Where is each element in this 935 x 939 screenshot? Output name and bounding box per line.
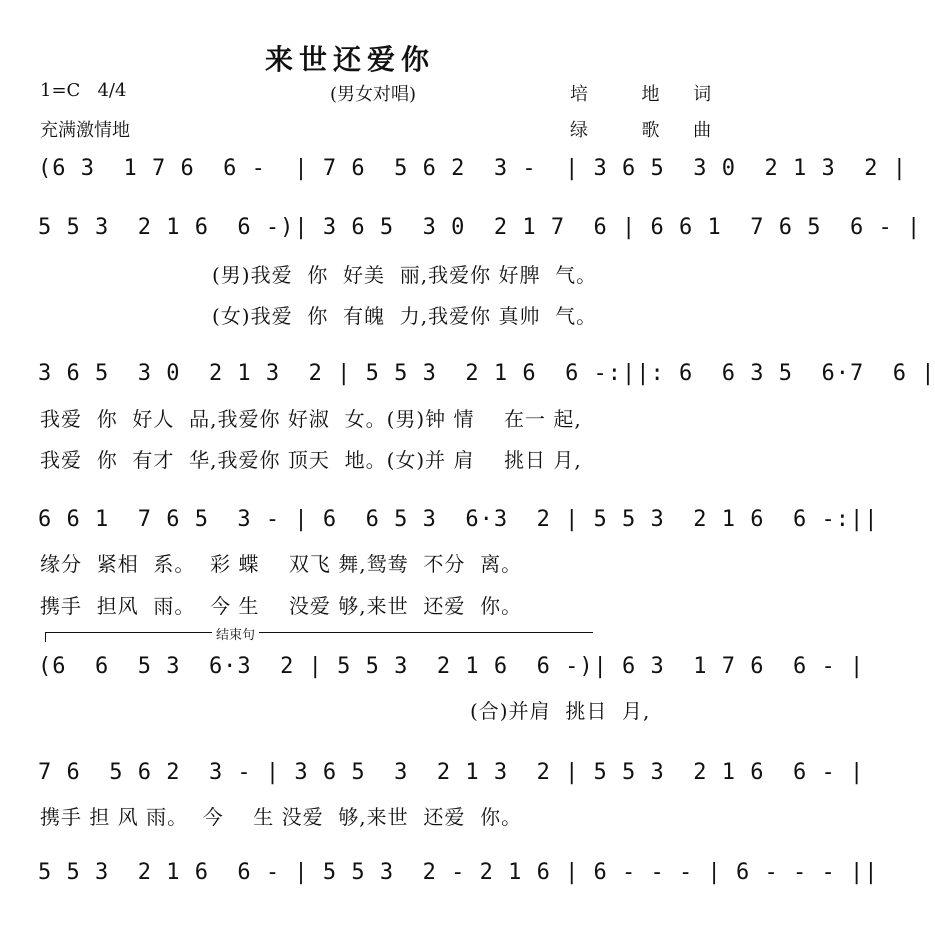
lyricist-credit: 培 地 词 bbox=[570, 84, 726, 105]
ending-bracket-tick bbox=[45, 632, 46, 642]
notation-line-5: (6 6 5 3 6·3 2 | 5 5 3 2 1 6 6 -)| 6 3 1 7 6 6 - | bbox=[38, 654, 865, 679]
lyrics-female-verse-1: (女)我爱 你 有魄 力,我爱你 真帅 气。 bbox=[212, 304, 598, 328]
lyrics-verse-3a: 缘分 紧相 系。 彩 蝶 双飞 舞,鸳鸯 不分 离。 bbox=[40, 552, 523, 576]
composer-credit: 绿 歌 曲 bbox=[570, 120, 726, 141]
lyrics-verse-3b: 携手 担风 雨。 今 生 没爱 够,来世 还爱 你。 bbox=[40, 594, 523, 618]
performance-note: (男女对唱) bbox=[330, 84, 417, 105]
notation-line-4: 6 6 1 7 6 5 3 - | 6 6 5 3 6·3 2 | 5 5 3 2 1 6 6 -:|| bbox=[38, 507, 879, 532]
notation-line-3: 3 6 5 3 0 2 1 3 2 | 5 5 3 2 1 6 6 -:||: 6 6 3 5 6·7 6 | bbox=[38, 361, 935, 386]
notation-line-2: 5 5 3 2 1 6 6 -)| 3 6 5 3 0 2 1 7 6 | 6 6 1 7 6 5 6 - | bbox=[38, 215, 922, 240]
lyrics-male-verse-1: (男)我爱 你 好美 丽,我爱你 好脾 气。 bbox=[212, 263, 598, 287]
ending-bracket-line bbox=[45, 632, 593, 633]
key-and-meter: 1=C 4/4 bbox=[40, 80, 127, 101]
ending-label: 结束句 bbox=[212, 624, 259, 643]
expression-marking: 充满激情地 bbox=[40, 120, 130, 141]
notation-line-6: 7 6 5 6 2 3 - | 3 6 5 3 2 1 3 2 | 5 5 3 2 1 6 6 - | bbox=[38, 760, 865, 785]
song-title: 来世还爱你 bbox=[265, 43, 436, 76]
notation-line-7: 5 5 3 2 1 6 6 - | 5 5 3 2 - 2 1 6 | 6 - - - | 6 - - - || bbox=[38, 860, 879, 885]
lyrics-chorus-1: (合)并肩 挑日 月, bbox=[470, 699, 651, 723]
lyrics-chorus-2: 携手 担 风 雨。 今 生 没爱 够,来世 还爱 你。 bbox=[40, 805, 523, 829]
lyrics-verse-2b: 我爱 你 有才 华,我爱你 顶天 地。(女)并 肩 挑日 月, bbox=[40, 448, 582, 472]
lyrics-verse-2a: 我爱 你 好人 品,我爱你 好淑 女。(男)钟 情 在一 起, bbox=[40, 407, 582, 431]
notation-line-1: (6 3 1 7 6 6 - | 7 6 5 6 2 3 - | 3 6 5 3 0 2 1 3 2 | bbox=[38, 156, 907, 181]
